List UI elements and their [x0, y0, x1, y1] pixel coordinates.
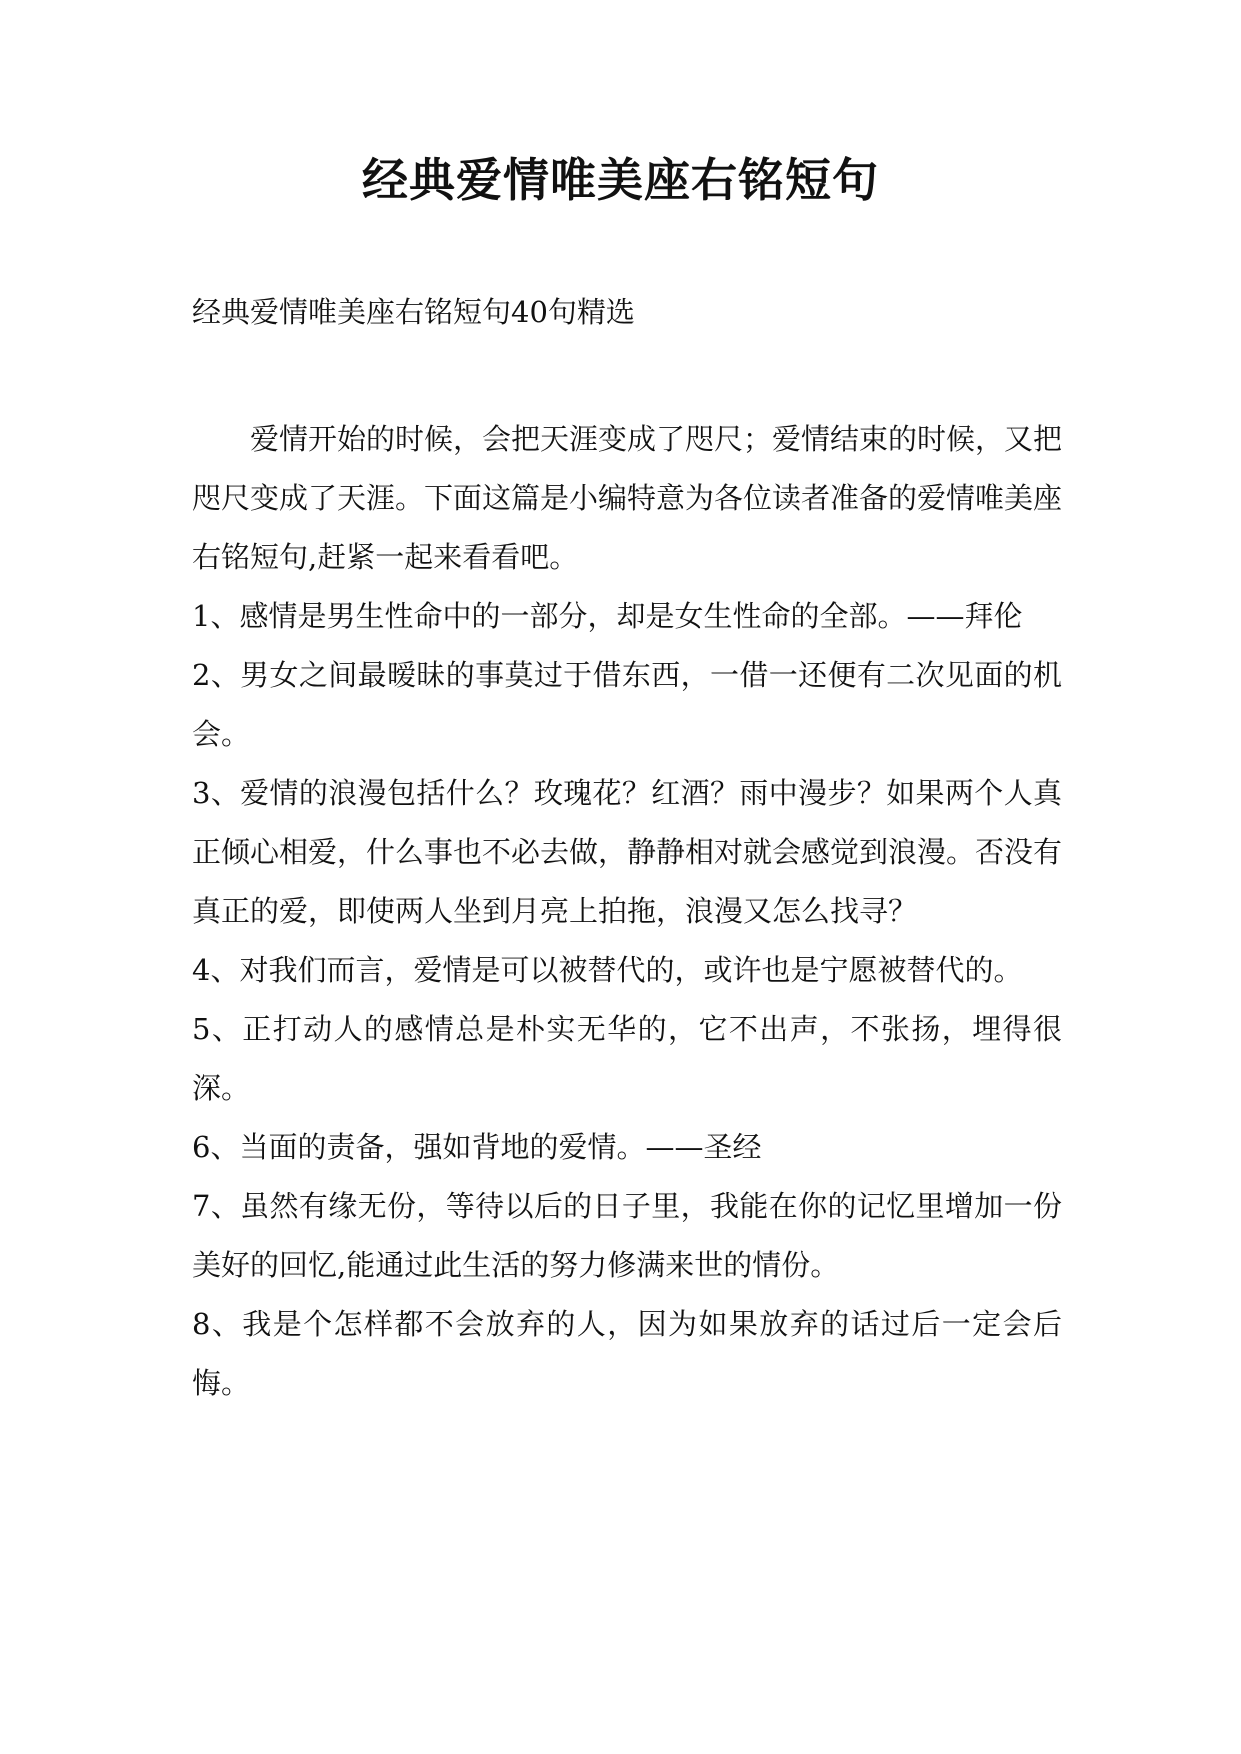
document-title: 经典爱情唯美座右铭短句	[362, 153, 879, 207]
list-item: 2、男女之间最暧昧的事莫过于借东西，一借一还便有二次见面的机会。	[192, 658, 1062, 751]
list-item: 3、爱情的浪漫包括什么？玫瑰花？红酒？雨中漫步？如果两个人真正倾心相爱，什么事也不必去做，静静相对就会感觉到浪漫。否没有真正的爱，即使两人坐到月亮上拍拖，浪漫又怎么找寻？	[192, 776, 1063, 928]
list-item: 8、我是个怎样都不会放弃的人，因为如果放弃的话过后一定会后悔。	[192, 1307, 1062, 1400]
list-item: 5、正打动人的感情总是朴实无华的，它不出声，不张扬，埋得很深。	[192, 1012, 1062, 1105]
list-item: 6、当面的责备，强如背地的爱情。——圣经	[192, 1130, 762, 1164]
list-item: 7、虽然有缘无份，等待以后的日子里，我能在你的记忆里增加一份美好的回忆,能通过此生活的努力修满来世的情份。	[192, 1189, 1062, 1282]
list-item: 1、感情是男生性命中的一部分，却是女生性命的全部。——拜伦	[192, 599, 1023, 633]
intro-paragraph: 爱情开始的时候，会把天涯变成了咫尺；爱情结束的时候，又把咫尺变成了天涯。下面这篇是小编特意为各位读者准备的爱情唯美座右铭短句,赶紧一起来看看吧。	[192, 422, 1063, 574]
document-body	[192, 410, 1062, 1413]
document-subtitle: 经典爱情唯美座右铭短句40句精选	[192, 295, 635, 329]
list-item: 4、对我们而言，爱情是可以被替代的，或许也是宁愿被替代的。	[192, 953, 1023, 987]
